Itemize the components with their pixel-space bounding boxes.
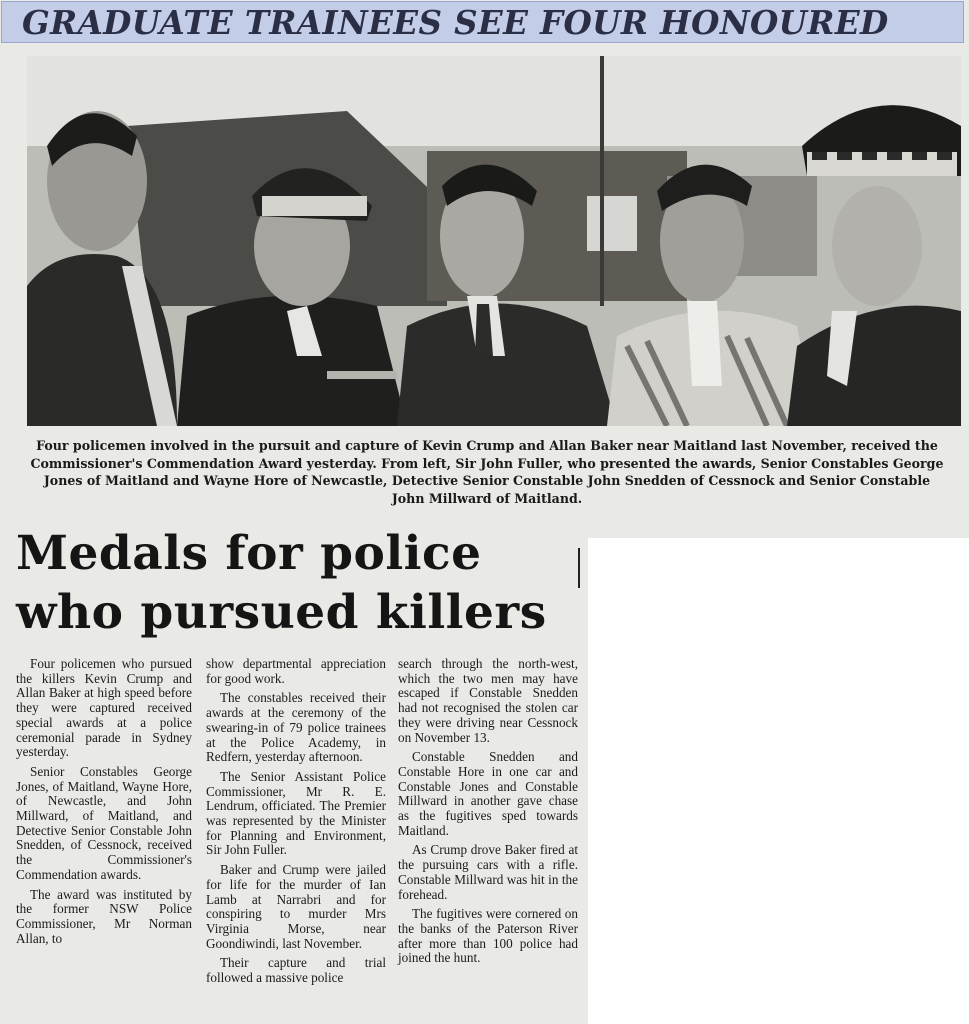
paragraph: As Crump drove Baker fired at the pursuing cars with a rifle. Constable Millward was hit in the forehead. — [398, 842, 578, 902]
paragraph: show departmental appreciation for good work. — [206, 656, 386, 686]
paragraph: The Senior Assistant Police Commissioner, Mr R. E. Lendrum, officiated. The Premier was represented by the Minister for Planning and Environment, Sir John Fuller. — [206, 768, 386, 858]
paragraph: Senior Constables George Jones, of Maitland, Wayne Hore, of Newcastle, and John Millward, of Maitland, and Detective Senior Constable John Snedden, of Cessnock, received the Commissioner's Commendation awards. — [16, 763, 192, 882]
paragraph: The fugitives were cornered on the banks of the Paterson River after more than 100 police had joined the hunt. — [398, 906, 578, 966]
paragraph: Constable Snedden and Constable Hore in one car and Constable Jones and Constable Millward in another gave chase as the fugitives sped towards Maitland. — [398, 749, 578, 838]
article-column-3 — [398, 657, 578, 971]
article-column-2 — [206, 657, 386, 991]
paragraph: Their capture and trial followed a massive police — [206, 955, 386, 986]
paragraph: Four policemen who pursued the killers Kevin Crump and Allan Baker at high speed before they were captured received special awards at a police ceremonial parade in Sydney yesterday. — [16, 656, 192, 760]
article-column-1 — [16, 657, 192, 951]
paragraph: search through the north-west, which the two men may have escaped if Constable Snedden had not recognised the stolen car they were driving near Cessnock on November 13. — [398, 656, 578, 745]
banner-title: GRADUATE TRAINEES SEE FOUR HONOURED — [22, 2, 889, 42]
paragraph: Baker and Crump were jailed for life for the murder of Ian Lamb at Narrabri and for conspiring to murder Mrs Virginia Morse, near Goondiwindi, last November. — [206, 862, 386, 951]
photo-caption: Four policemen involved in the pursuit and capture of Kevin Crump and Allan Baker near Maitland last November, received the Commissioner's Commendation Award yesterday. From left, Sir John Fuller, who presented the awards, Senior Constables George Jones of Maitland and Wayne Hore of Newcastle, Detective Senior Constable John Snedden of Cessnock and Senior Constable John Millward of Maitland. — [30, 438, 944, 506]
paragraph: The constables received their awards at the ceremony of the swearing-in of 79 police trainees at the Police Academy, in Redfern, yesterday afternoon. — [206, 690, 386, 765]
article-headline: Medals for police who pursued killers — [16, 526, 547, 640]
column-rule — [578, 548, 580, 588]
section-banner — [1, 1, 964, 43]
paragraph: The award was instituted by the former NSW Police Commissioner, Mr Norman Allan, to — [16, 886, 192, 946]
news-photo — [27, 56, 961, 426]
